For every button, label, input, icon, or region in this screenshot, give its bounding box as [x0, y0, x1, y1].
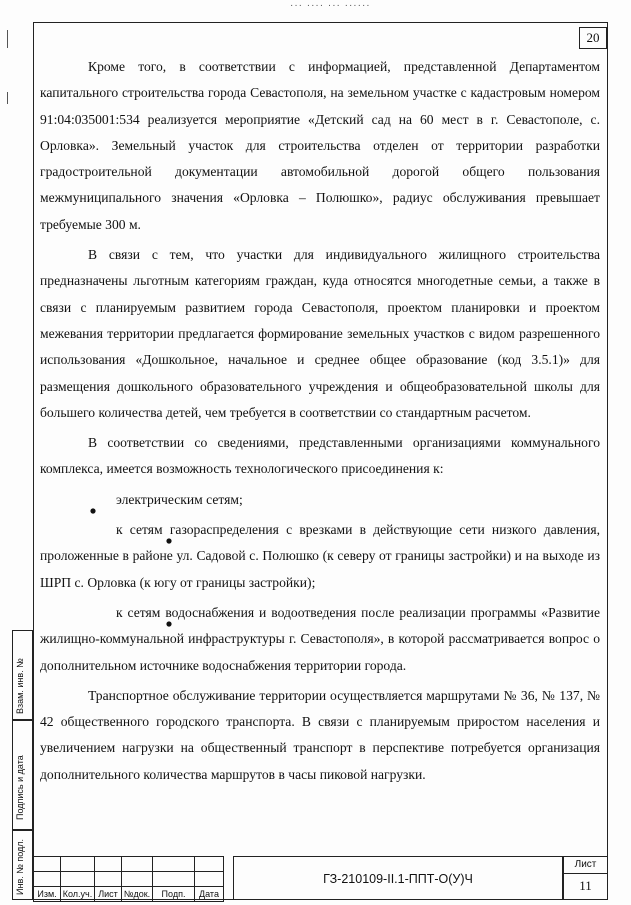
- stamp-col-signature: Подп.: [153, 887, 195, 902]
- list-item-electric: [40, 487, 600, 513]
- paragraph-kindergarten: Кроме того, в соответствии с информацией, представленной Департаментом капитального строительства города Севастополя, на земельном участке с кадастровым номером 91:04:035001:534 реализуется мероприятие «Детский сад на 60 мест в г. Севастополе, с. Орловка». Земельный участок для строительства отделен от территории разработки градостроительной документации автомобильной дорогой общего пользования межмуниципального значения «Орловка – Полюшко», радиус обслуживания превышает требуемые 300 м.: [40, 59, 600, 232]
- stamp-revision-table: [33, 856, 224, 902]
- stamp-col-date: Дата: [195, 887, 224, 902]
- side-approval-strip: [0, 630, 33, 900]
- side-label-signature-date: Подпись и дата: [15, 755, 25, 820]
- paragraph-utilities-intro: В соответствии со сведениями, представленными организациями коммунального комплекса, имеется возможность технологического присоединения к:: [40, 435, 600, 477]
- list-item-water: [40, 600, 600, 679]
- list-item-text: к сетям водоснабжения и водоотведения после реализации программы «Развитие жилищно-коммунальной инфраструктуры г. Севастополя», в которой рассматривается вопрос о дополнительном источнике водоснабжения территории города.: [40, 604, 600, 673]
- paragraph-land-plots: В связи с тем, что участки для индивидуального жилищного строительства предназначены льготным категориям граждан, куда относятся многодетные семьи, а также в связи с планируемым развитием города Севастополя, проектом планировки и проектом межевания территории предлагается формирование земельных участков с видом разрешенного использования «Дошкольное, начальное и среднее общее образование (код 3.5.1)» для размещения дошкольного образовательного учреждения и общеобразовательной школы для большего количества детей, чем требуется в соответствии со стандартным расчетом.: [40, 247, 600, 420]
- list-item-text: к сетям газораспределения с врезками в действующие сети низкого давления, проложенные в районе ул. Садовой с. Полюшко (к северу от границы застройки) и на выходе из ШРП с. Орловка (к югу от границы застройки);: [40, 522, 600, 590]
- bullet-icon: [90, 527, 96, 533]
- list-item-text: электрическим сетям;: [116, 491, 243, 507]
- sheet-number: 11: [579, 878, 592, 893]
- stamp-col-change: Изм.: [34, 887, 61, 902]
- document-body: [40, 54, 600, 788]
- paragraph-transport: Транспортное обслуживание территории осуществляется маршрутами № 36, № 137, № 42 общественного городского транспорта. В связи с планируемым приростом населения и увеличением нагрузки на общественный транспорт в перспективе потребуется организация дополнительного количества маршрутов в часы пиковой нагрузки.: [40, 687, 600, 782]
- stamp-col-count: Кол.уч.: [61, 887, 95, 902]
- stamp-col-docnum: №док.: [122, 887, 153, 902]
- sheet-label: Лист: [564, 857, 607, 874]
- top-scan-mark: ··· ···· ··· ······: [290, 0, 371, 11]
- margin-tick: [7, 30, 8, 48]
- margin-tick: [7, 92, 8, 104]
- stamp-col-sheet: Лист: [95, 887, 122, 902]
- title-block-stamp: [33, 856, 608, 900]
- side-label-orig-inv: Инв. № подл.: [15, 838, 25, 895]
- side-label-replace-inv: Взам. инв. №: [15, 658, 25, 714]
- page-number: 20: [579, 27, 607, 49]
- document-code: ГЗ-210109-II.1-ППТ-О(У)Ч: [233, 856, 563, 900]
- bullet-icon: [90, 497, 96, 503]
- sheet-box: [563, 856, 608, 900]
- bullet-icon: [90, 610, 96, 616]
- list-item-gas: [40, 517, 600, 596]
